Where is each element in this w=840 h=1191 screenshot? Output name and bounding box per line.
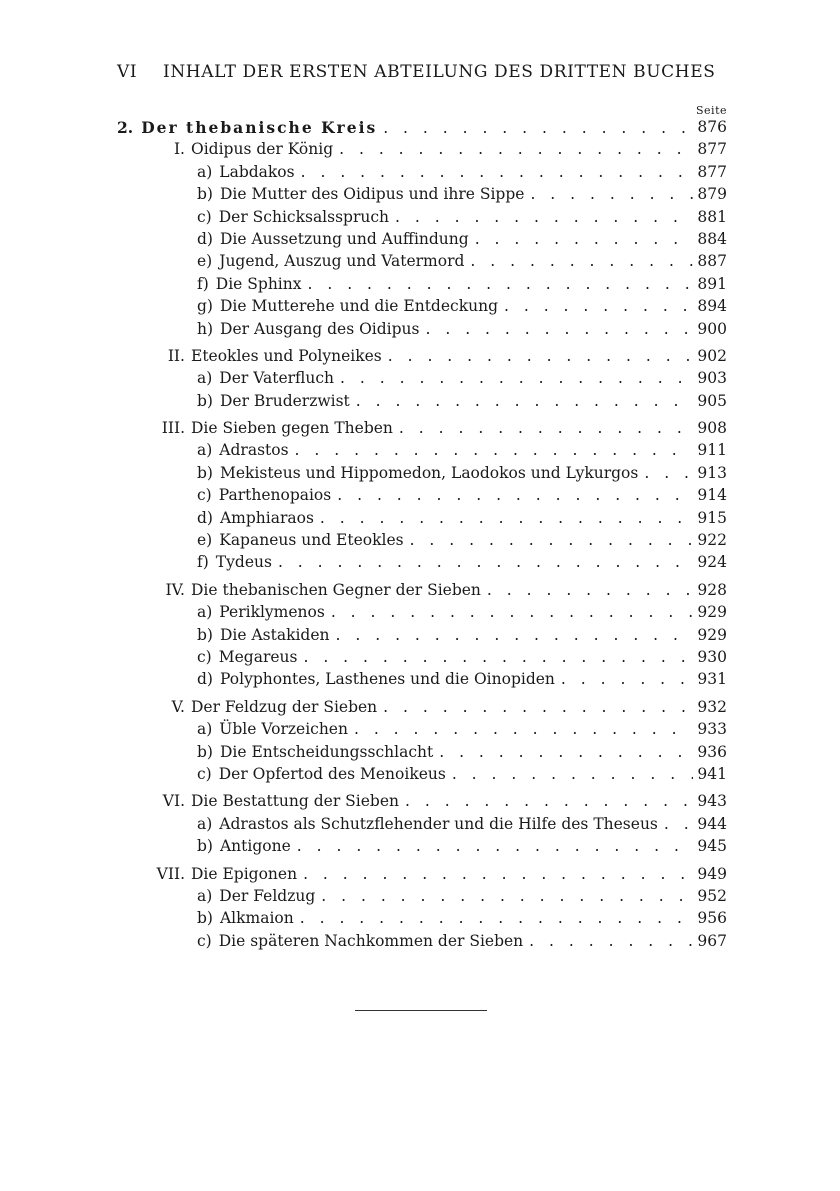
entry-letter: a) [197,162,213,181]
entry-title: Periklymenos [219,603,325,622]
entry-page: 930 [697,647,727,666]
entry-letter: a) [197,441,213,460]
toc-subentry [117,932,727,954]
leader-dots [295,441,693,459]
toc-subentry [117,720,727,742]
chapter-roman: III. [161,419,185,438]
toc-subentry [117,509,727,531]
toc-subentry [117,887,727,909]
entry-page: 914 [697,486,727,505]
chapter-page: 932 [697,697,727,716]
entry-letter: f) [197,274,209,293]
entry-title: Die späteren Nachkommen der Sieben [218,931,524,950]
entry-page: 905 [697,391,727,410]
entry-title: Üble Vorzeichen [219,720,348,739]
entry-page: 929 [697,625,727,644]
entry-page: 903 [697,369,727,388]
entry-title: Der Bruderzwist [219,391,350,410]
leader-dots [336,626,693,644]
leader-dots [530,185,693,203]
entry-title: Mekisteus und Hippomedon, Laodokos und Lykurgos [219,463,639,482]
entry-title: Die Sphinx [215,274,302,293]
toc-subentry [117,320,727,342]
chapter-roman: VII. [156,864,185,883]
leader-dots [504,297,693,315]
toc-subentry [117,297,727,319]
entry-title: Parthenopaios [218,486,332,505]
page-number: VI [117,62,138,82]
leader-dots [331,603,693,621]
entry-title: Alkmaion [219,909,294,928]
entry-page: 931 [697,670,727,689]
entry-letter: b) [197,837,213,856]
toc-subentry [117,531,727,553]
leader-dots [303,865,693,883]
section-number: 2. [117,118,134,137]
toc-subentry [117,670,727,692]
entry-page: 881 [697,207,727,226]
entry-title: Der Vaterfluch [219,369,335,388]
entry-letter: c) [197,931,212,950]
entry-page: 887 [697,252,727,271]
chapter-title: Eteokles und Polyneikes [191,346,382,365]
toc-subentry [117,208,727,230]
entry-title: Amphiaraos [219,508,314,527]
toc-chapter [117,865,727,887]
chapter-title: Die thebanischen Gegner der Sieben [191,580,481,599]
entry-letter: a) [197,369,213,388]
chapter-title: Oidipus der König [191,140,334,159]
leader-dots [300,909,693,927]
entry-title: Die Astakiden [219,625,330,644]
leader-dots [410,531,693,549]
entry-page: 915 [697,508,727,527]
entry-letter: b) [197,742,213,761]
entry-letter: b) [197,391,213,410]
entry-letter: h) [197,319,214,338]
entry-page: 877 [697,162,727,181]
leader-dots [320,509,693,527]
entry-page: 936 [697,742,727,761]
leader-dots [487,581,693,599]
toc-subentry [117,230,727,252]
leader-dots [644,464,693,482]
entry-title: Labdakos [219,162,295,181]
leader-dots [356,392,693,410]
entry-letter: d) [197,229,213,248]
leader-dots [452,765,693,783]
toc-subentry [117,909,727,931]
toc-subentry [117,603,727,625]
entry-letter: d) [197,508,213,527]
toc-section [117,118,727,140]
leader-dots [664,815,693,833]
entry-page: 929 [697,603,727,622]
entry-title: Die Mutterehe und die Entdeckung [219,297,498,316]
entry-title: Adrastos als Schutzflehender und die Hilfe des Theseus [219,814,658,833]
entry-title: Jugend, Auszug und Vatermord [219,252,465,271]
entry-letter: c) [197,207,212,226]
toc-subentry [117,441,727,463]
toc-subentry [117,837,727,859]
entry-letter: b) [197,463,213,482]
entry-letter: f) [197,553,209,572]
toc-subentry [117,185,727,207]
leader-dots [340,369,693,387]
entry-letter: a) [197,720,213,739]
chapter-title: Die Epigonen [191,864,298,883]
entry-letter: d) [197,670,213,689]
entry-title: Die Mutter des Oidipus und ihre Sippe [219,185,525,204]
chapter-page: 902 [697,346,727,365]
entry-letter: b) [197,909,213,928]
chapter-roman: V. [171,697,185,716]
chapter-page: 949 [697,864,727,883]
entry-letter: a) [197,814,213,833]
leader-dots [278,553,693,571]
chapter-title: Die Bestattung der Sieben [191,792,400,811]
entry-title: Tydeus [215,553,272,572]
toc-chapter [117,581,727,603]
entry-page: 956 [697,909,727,928]
running-header [117,62,716,86]
leader-dots [561,670,693,688]
section-page: 876 [697,118,727,136]
entry-letter: c) [197,764,212,783]
chapter-title: Die Sieben gegen Theben [191,419,393,438]
leader-dots [529,932,693,950]
entry-page: 941 [697,764,727,783]
toc-chapter [117,698,727,720]
toc-chapter [117,140,727,162]
chapter-page: 943 [697,792,727,811]
leader-dots [303,648,693,666]
entry-page: 913 [697,463,727,482]
entry-title: Der Feldzug [219,886,316,905]
entry-page: 884 [697,229,727,248]
entry-page: 967 [697,931,727,950]
entry-title: Adrastos [219,441,289,460]
leader-dots [321,887,693,905]
leader-dots [475,230,693,248]
toc-subentry [117,815,727,837]
entry-letter: a) [197,886,213,905]
toc-subentry [117,163,727,185]
chapter-page: 877 [697,140,727,159]
leader-dots [399,419,693,437]
leader-dots [425,320,693,338]
entry-letter: b) [197,625,213,644]
chapter-roman: VI. [162,792,185,811]
toc-subentry [117,486,727,508]
header-title: INHALT DER ERSTEN ABTEILUNG DES DRITTEN BUCHES [163,62,716,82]
toc-chapter [117,792,727,814]
entry-letter: g) [197,297,213,316]
toc-subentry [117,765,727,787]
toc-subentry [117,553,727,575]
leader-dots [308,275,694,293]
leader-dots [301,163,693,181]
leader-dots [383,698,693,716]
entry-page: 924 [697,553,727,572]
entry-letter: e) [197,531,213,550]
entry-page: 879 [697,185,727,204]
entry-title: Der Opfertod des Menoikeus [218,764,446,783]
entry-page: 945 [697,837,727,856]
leader-dots [383,119,693,137]
leader-dots [439,743,693,761]
entry-page: 952 [697,886,727,905]
entry-page: 911 [697,441,727,460]
toc-subentry [117,369,727,391]
entry-letter: e) [197,252,213,271]
entry-page: 900 [697,319,727,338]
entry-letter: c) [197,486,212,505]
entry-title: Megareus [218,647,298,666]
leader-dots [405,792,693,810]
entry-title: Die Aussetzung und Auffindung [219,229,469,248]
toc-subentry [117,252,727,274]
entry-letter: c) [197,647,212,666]
leader-dots [470,252,693,270]
chapter-roman: IV. [165,580,185,599]
chapter-roman: II. [167,346,185,365]
entry-page: 922 [697,531,727,550]
leader-dots [354,720,693,738]
entry-letter: a) [197,603,213,622]
closing-rule [355,1010,487,1011]
entry-title: Die Entscheidungsschlacht [219,742,434,761]
toc-subentry [117,392,727,414]
entry-title: Kapaneus und Eteokles [219,531,404,550]
entry-title: Antigone [219,837,291,856]
leader-dots [395,208,693,226]
seite-label: Seite [696,104,727,117]
toc-subentry [117,743,727,765]
toc-subentry [117,464,727,486]
chapter-roman: I. [173,140,185,159]
chapter-page: 928 [697,580,727,599]
entry-title: Der Schicksalsspruch [218,207,390,226]
leader-dots [339,140,693,158]
leader-dots [337,486,693,504]
toc-subentry [117,275,727,297]
toc-chapter [117,419,727,441]
table-of-contents [117,118,727,954]
leader-dots [297,837,693,855]
entry-page: 891 [697,274,727,293]
entry-title: Der Ausgang des Oidipus [220,319,420,338]
chapter-page: 908 [697,419,727,438]
toc-subentry [117,648,727,670]
entry-page: 894 [697,297,727,316]
leader-dots [388,347,693,365]
entry-page: 933 [697,720,727,739]
section-title: Der thebanische Kreis [141,118,378,137]
chapter-title: Der Feldzug der Sieben [191,697,378,716]
entry-letter: b) [197,185,213,204]
toc-subentry [117,626,727,648]
toc-chapter [117,347,727,369]
entry-title: Polyphontes, Lasthenes und die Oinopiden [219,670,555,689]
entry-page: 944 [697,814,727,833]
